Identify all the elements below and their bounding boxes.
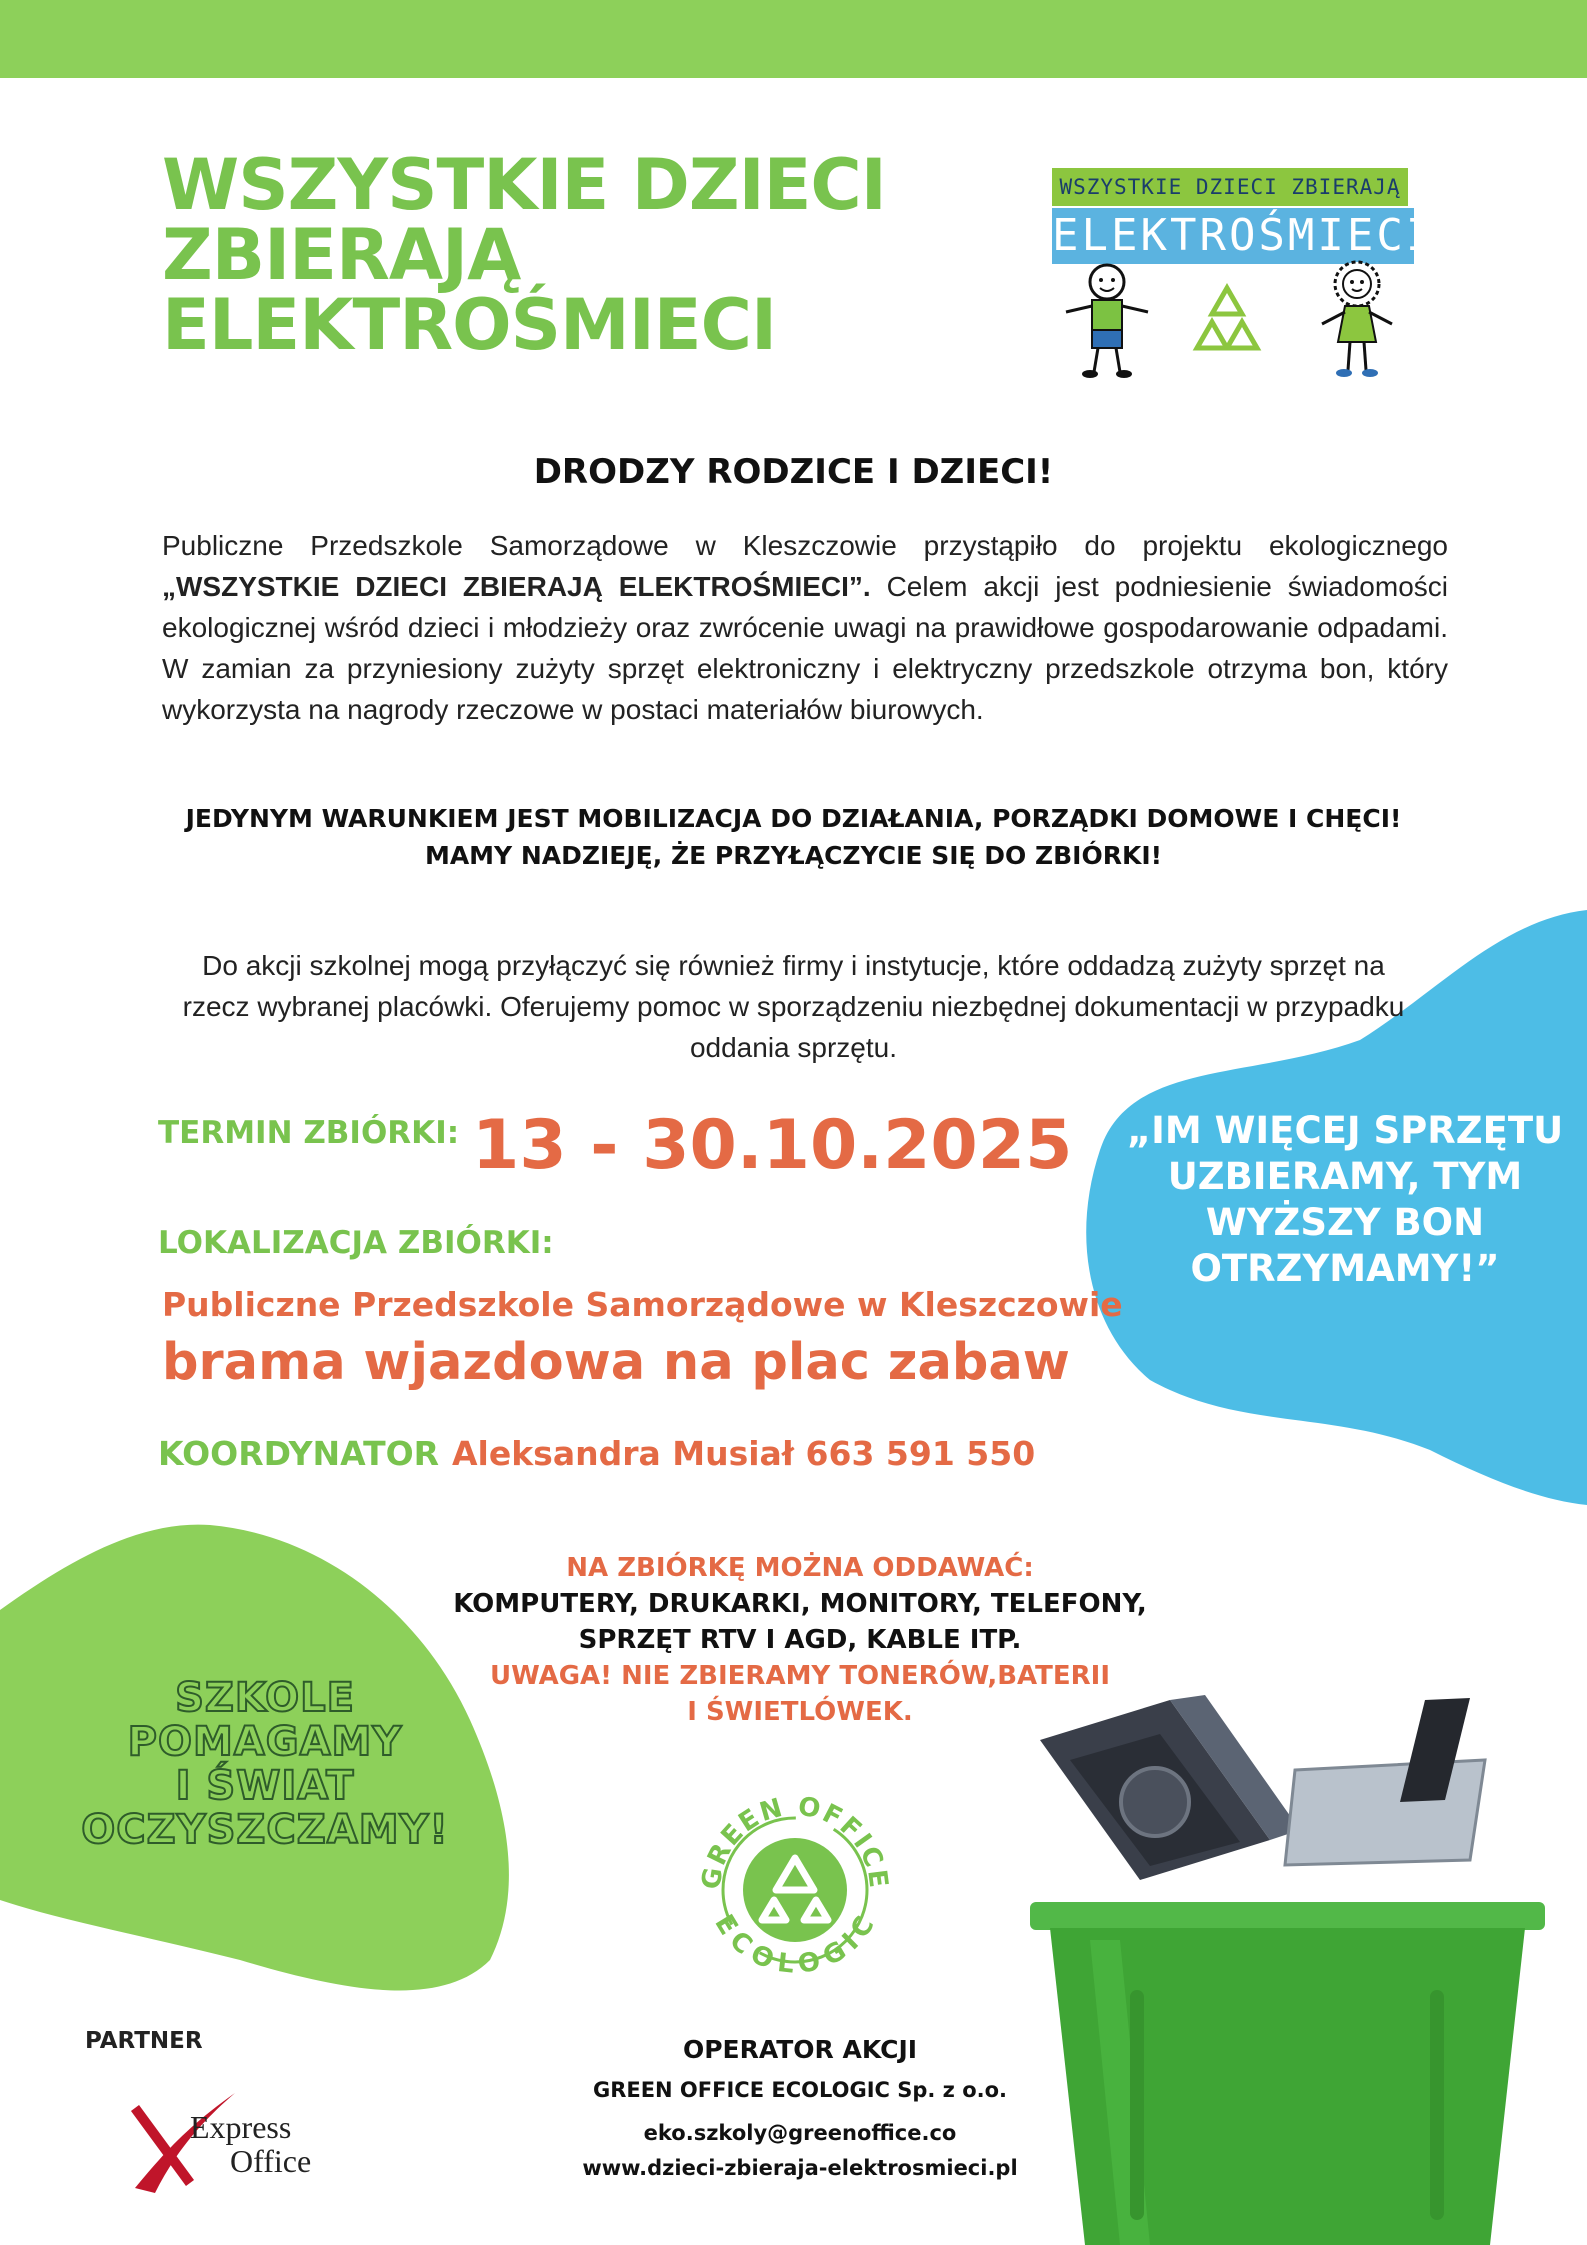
- slogan-line-2: POMAGAMY: [127, 1719, 403, 1765]
- items-line-1: KOMPUTERY, DRUKARKI, MONITORY, TELEFONY,: [453, 1589, 1147, 1619]
- condition-line-1: JEDYNYM WARUNKIEM JEST MOBILIZACJA DO DZIAŁANIA, PORZĄDKI DOMOWE I CHĘCI!: [185, 804, 1402, 833]
- slogan-line-3: I ŚWIAT: [175, 1763, 355, 1809]
- term-date: 13 - 30.10.2025: [472, 1106, 1073, 1185]
- green-office-bottom-text: ECOLOGIC: [708, 1909, 882, 1980]
- quote-text: „IM WIĘCEJ SPRZĘTU UZBIERAMY, TYM WYŻSZY BON OTRZYMAMY!”: [1126, 1109, 1564, 1290]
- location-label: LOKALIZACJA ZBIÓRKI:: [158, 1225, 554, 1261]
- laptop-icon: [1285, 1760, 1485, 1865]
- items-warning-1: UWAGA! NIE ZBIERAMY TONERÓW,BATERII: [489, 1661, 1111, 1691]
- title-line-3: ELEKTROŚMIECI: [162, 284, 776, 366]
- intro-part-2: Celem akcji jest podniesienie świadomości ekologicznej wśród dzieci i młodzieży oraz zwrócenie uwagi na prawidłowe gospodarowanie odpadami. W zamian za przyniesiony zużyty sprzęt elektroniczny i elektryczny przedszkole otrzyma bon, który wykorzysta na nagrody rzeczowe w postaci materiałów biurowych.: [162, 571, 1448, 725]
- items-line-2: SPRZĘT RTV I AGD, KABLE ITP.: [578, 1625, 1022, 1655]
- companies-paragraph: Do akcji szkolnej mogą przyłączyć się również firmy i instytucje, które oddadzą zużyty sprzęt na rzecz wybranej placówki. Oferujemy pomoc w sporządzeniu niezbędnej dokumentacji w przypadku oddania sprzętu.: [182, 950, 1405, 1063]
- operator-label: OPERATOR AKCJI: [682, 2035, 918, 2064]
- location-place: Publiczne Przedszkole Samorządowe w Kleszczowie: [162, 1285, 1123, 1324]
- boy-figure-icon: [1062, 260, 1152, 380]
- operator-website[interactable]: www.dzieci-zbieraja-elektrosmieci.pl: [582, 2156, 1018, 2180]
- green-office-top-text: GREEN OFFICE: [696, 1791, 894, 1892]
- express-office-text: [190, 2110, 311, 2178]
- coordinator-label: KOORDYNATOR: [158, 1434, 440, 1473]
- intro-paragraph: [162, 525, 1448, 730]
- express-word: Express: [190, 2109, 292, 2145]
- title-line-2: ZBIERAJĄ: [162, 214, 521, 296]
- title-line-1: WSZYSTKIE DZIECI: [162, 144, 886, 226]
- operator-section: [560, 2030, 1040, 2186]
- items-header: NA ZBIÓRKĘ MOŻNA ODDAWAĆ:: [566, 1553, 1034, 1583]
- recycling-bin-illustration: [1030, 1690, 1550, 2245]
- operator-company: GREEN OFFICE ECOLOGIC Sp. z o.o.: [592, 2078, 1008, 2102]
- slogan-line-4: OCZYSZCZAMY!: [81, 1807, 449, 1853]
- greeting-heading: DRODZY RODZICE I DZIECI!: [533, 452, 1054, 492]
- slogan: [40, 1676, 490, 1852]
- condition-line-2: MAMY NADZIEJĘ, ŻE PRZYŁĄCZYCIE SIĘ DO ZBIÓRKI!: [424, 841, 1163, 870]
- girl-figure-icon: [1312, 260, 1402, 380]
- intro-part-1: Publiczne Przedszkole Samorządowe w Kleszczowie przystąpiło do projektu ekologicznego: [162, 530, 1448, 561]
- location-gate: brama wjazdowa na plac zabaw: [162, 1333, 1070, 1392]
- logo-top-text: WSZYSTKIE DZIECI ZBIERAJĄ: [1052, 168, 1408, 206]
- slogan-line-1: SZKOLE: [175, 1675, 355, 1721]
- express-office-logo: [130, 2088, 340, 2198]
- computer-tower-icon: [1040, 1695, 1300, 1880]
- bin-rim: [1030, 1902, 1545, 1930]
- project-name: „WSZYSTKIE DZIECI ZBIERAJĄ ELEKTROŚMIECI”.: [162, 571, 871, 602]
- condition-text: [100, 800, 1487, 874]
- office-word: Office: [230, 2143, 312, 2179]
- campaign-logo: [1052, 168, 1436, 380]
- partner-label: PARTNER: [85, 2028, 203, 2054]
- term-label: TERMIN ZBIÓRKI:: [158, 1115, 460, 1151]
- items-warning-2: I ŚWIETLÓWEK.: [687, 1697, 913, 1727]
- coordinator-name: Aleksandra Musiał 663 591 550: [452, 1434, 1036, 1473]
- logo-main-text: ELEKTROŚMIECI: [1052, 208, 1414, 264]
- main-title: [162, 144, 922, 366]
- recycle-icon: [1182, 278, 1272, 368]
- operator-email[interactable]: eko.szkoly@greenoffice.co: [643, 2121, 957, 2145]
- green-office-logo: [690, 1780, 900, 1990]
